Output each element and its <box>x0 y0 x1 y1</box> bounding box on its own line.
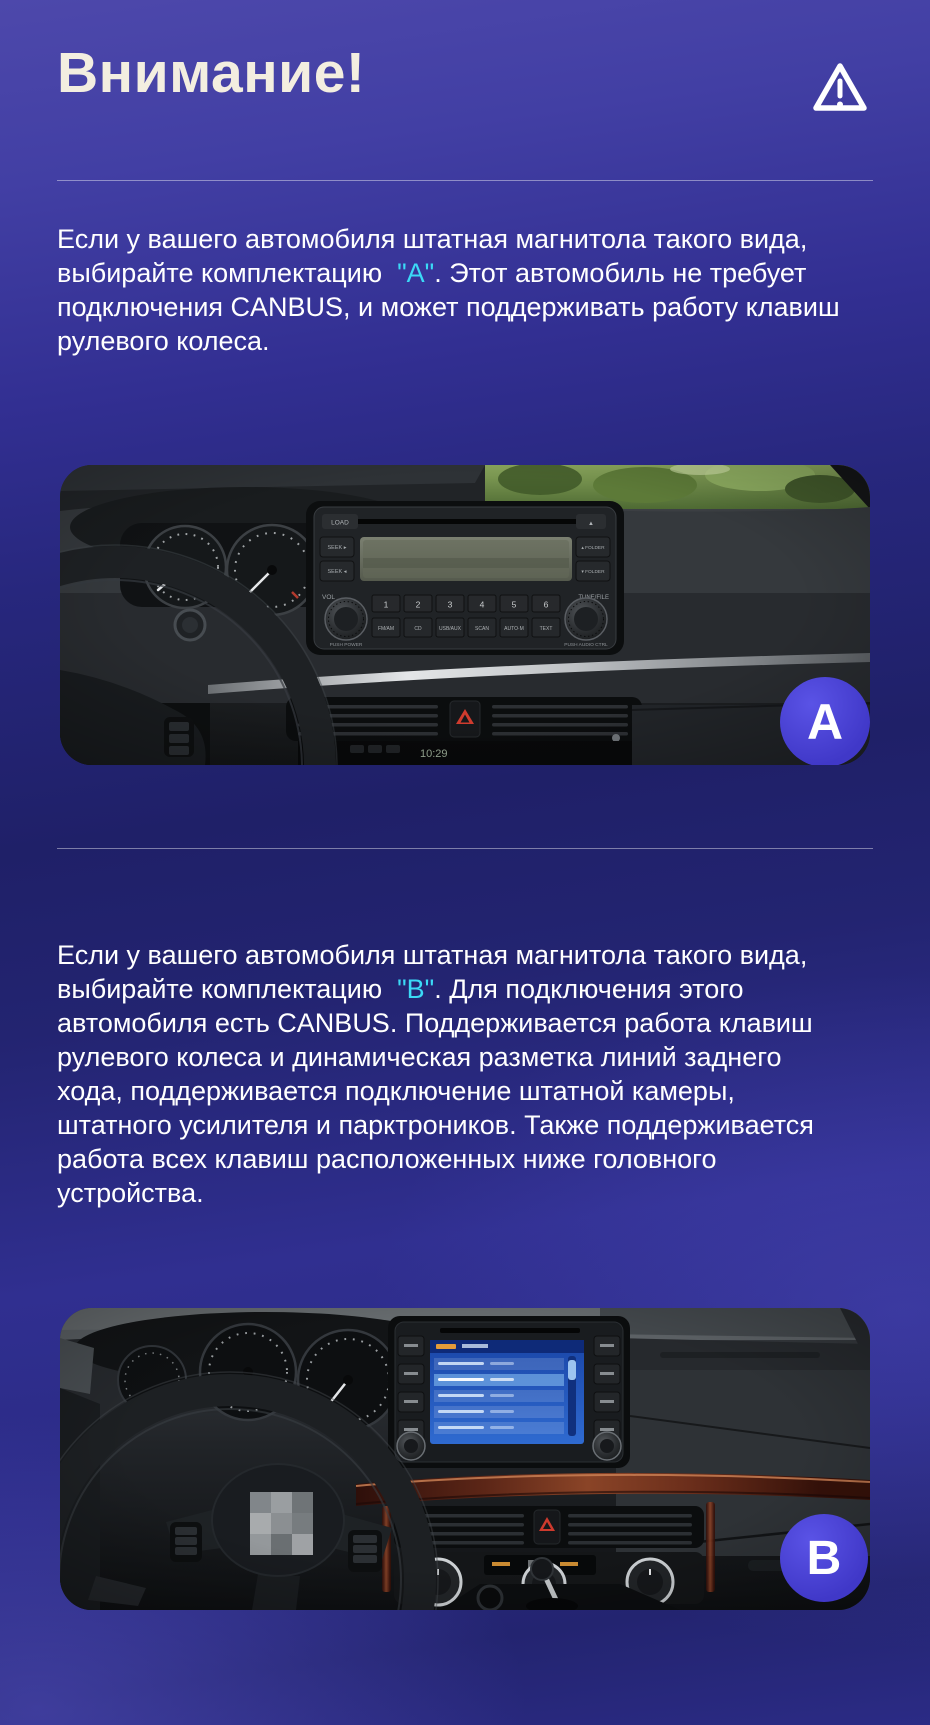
paragraph-b-line: рулевого колеса и динамическая разметка линий заднего <box>57 1042 782 1072</box>
variant-a-badge-letter: A <box>806 694 844 750</box>
photo-b-vignette <box>60 1308 870 1610</box>
variant-b-highlight: "B" <box>397 974 435 1004</box>
paragraph-b-line: Если у вашего автомобиля штатная магнитола такого вида, <box>57 940 808 970</box>
paragraph-b-line: устройства. <box>57 1178 204 1208</box>
paragraph-a-line: выбирайте комплектацию "A". Этот автомобиль не требует <box>57 258 807 288</box>
divider-middle <box>57 848 873 849</box>
photo-dashboard-variant-a <box>60 465 870 765</box>
variant-a-highlight: "A" <box>397 258 435 288</box>
divider-top <box>57 180 873 181</box>
paragraph-a-line: рулевого колеса. <box>57 326 270 356</box>
page-title: Внимание! <box>57 41 366 105</box>
paragraph-b-line: штатного усилителя и парктроников. Также поддерживается <box>57 1110 814 1140</box>
paragraph-a-line: подключения CANBUS, и может поддерживать работу клавиш <box>57 292 840 322</box>
dashboard-b-illustration <box>60 1308 870 1610</box>
paragraph-b-line: выбирайте комплектацию "B". Для подключения этого <box>57 974 744 1004</box>
photo-a-vignette <box>60 465 870 765</box>
variant-a-badge <box>780 677 870 765</box>
paragraph-b-line: работа всех клавиш расположенных ниже головного <box>57 1144 717 1174</box>
dashboard-a-illustration <box>60 465 870 765</box>
warning-triangle-icon <box>810 60 870 118</box>
paragraph-variant-b <box>57 938 814 1210</box>
paragraph-variant-a <box>57 222 840 358</box>
paragraph-b-line: автомобиля есть CANBUS. Поддерживается работа клавиш <box>57 1008 813 1038</box>
variant-b-badge-letter: B <box>806 1531 842 1585</box>
paragraph-b-line: хода, поддерживается подключение штатной камеры, <box>57 1076 735 1106</box>
paragraph-a-line: Если у вашего автомобиля штатная магнитола такого вида, <box>57 224 808 254</box>
variant-b-badge <box>780 1514 868 1602</box>
photo-dashboard-variant-b <box>60 1308 870 1610</box>
